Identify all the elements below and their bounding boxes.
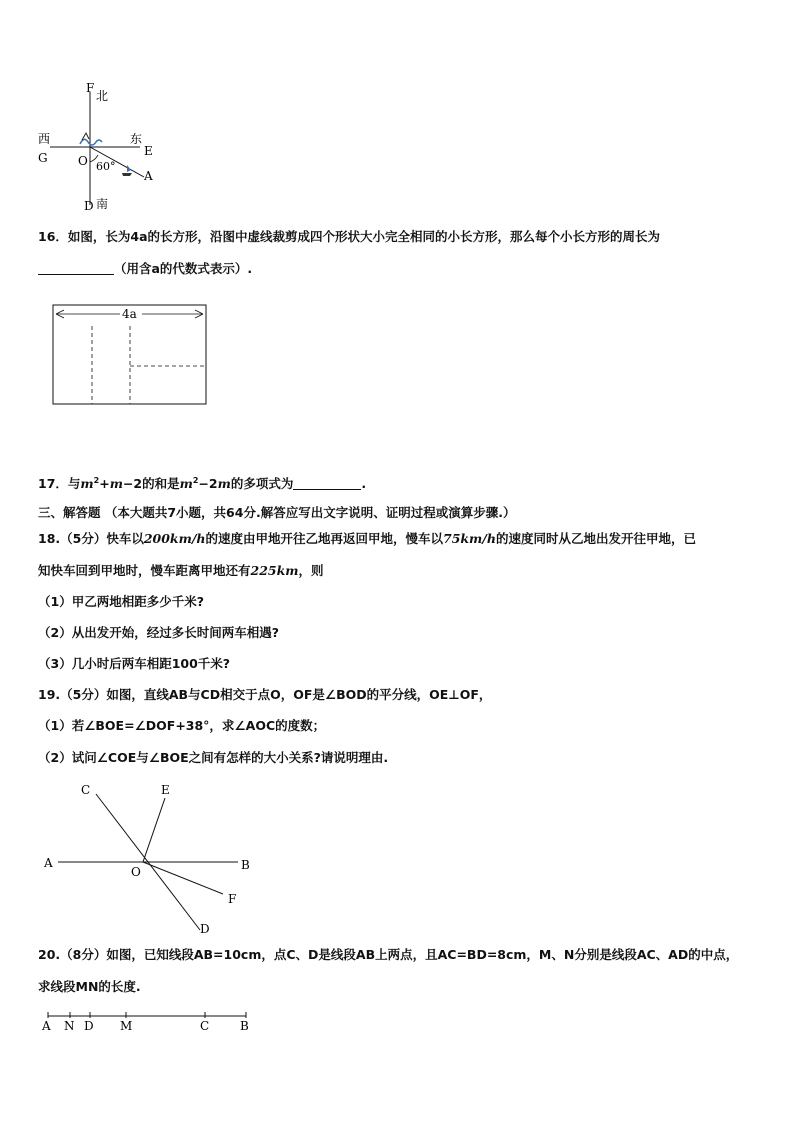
label-n: N [64, 1019, 75, 1033]
label-d: D [84, 199, 94, 213]
label-b: B [241, 858, 250, 872]
label-a: A [42, 1019, 51, 1033]
q17-line: 17．与$m^2+m-2$的和是$m^2-2m$的多项式为 . [38, 476, 367, 492]
segment-figure [38, 1008, 268, 1038]
label-a: A [144, 169, 153, 183]
q19-line1: 19.（5分）如图，直线AB与CD相交于点O，OF是∠BOD的平分线，OE⊥OF， [38, 687, 492, 702]
q19-sub1: （1）若∠BOE=∠DOF+38°，求∠AOC的度数； [38, 718, 326, 733]
q19-sub2: （2）试问∠COE与∠BOE之间有怎样的大小关系?请说明理由. [38, 750, 389, 765]
label-c: C [200, 1019, 210, 1033]
label-g: G [38, 151, 48, 165]
boat-icon [80, 133, 102, 145]
q20-line1: 20.（8分）如图，已知线段AB=10cm，点C、D是线段AB上两点，且AC=BD=8cm，M、N分别是线段AC、AD的中点， [38, 947, 739, 962]
label-south: 南 [96, 197, 109, 211]
q18-sub2: （2）从出发开始，经过多长时间两车相遇? [38, 625, 279, 640]
q18-sub1: （1）甲乙两地相距多少千米? [38, 594, 204, 609]
q16-line1: 16．如图，长为4a的长方形，沿图中虚线裁剪成四个形状大小完全相同的小长方形，那么每个小长方形的周长为 [38, 229, 661, 244]
section-3-title: 三、解答题 （本大题共7小题，共64分.解答应写出文字说明、证明过程或演算步骤.） [38, 505, 516, 520]
label-d: D [84, 1019, 94, 1033]
rectangle-figure [48, 300, 218, 410]
label-f: F [86, 81, 95, 95]
label-o: O [131, 865, 141, 879]
label-e: E [144, 144, 153, 158]
q18-line1: 18.（5分）快车以200km/h的速度由甲地开往乙地再返回甲地，慢车以75km/h的速度同时从乙地出发开往甲地，已 [38, 531, 696, 546]
q17-answer-blank [293, 477, 361, 490]
compass-figure [30, 80, 170, 220]
label-f: F [228, 892, 237, 906]
label-east: 东 [130, 132, 143, 146]
q18-line2: 知快车回到甲地时，慢车距离甲地还有225km，则 [38, 563, 324, 578]
width-label: 4a [122, 307, 137, 321]
label-a: A [44, 856, 53, 870]
label-e: E [161, 783, 170, 797]
label-c: C [81, 783, 91, 797]
label-north: 北 [96, 89, 109, 103]
label-b: B [240, 1019, 249, 1033]
q20-line2: 求线段MN的长度. [38, 979, 141, 994]
intersecting-lines-figure [38, 780, 268, 940]
q16-answer-blank [38, 262, 114, 275]
angle-label: 60° [96, 160, 116, 173]
label-o: O [78, 154, 88, 168]
label-d: D [200, 922, 210, 936]
ship-icon [122, 165, 132, 176]
label-m: M [120, 1019, 133, 1033]
q16-line2: （用含a的代数式表示）. [38, 261, 252, 277]
q18-sub3: （3）几小时后两车相距100千米? [38, 656, 231, 671]
label-west: 西 [38, 132, 51, 146]
